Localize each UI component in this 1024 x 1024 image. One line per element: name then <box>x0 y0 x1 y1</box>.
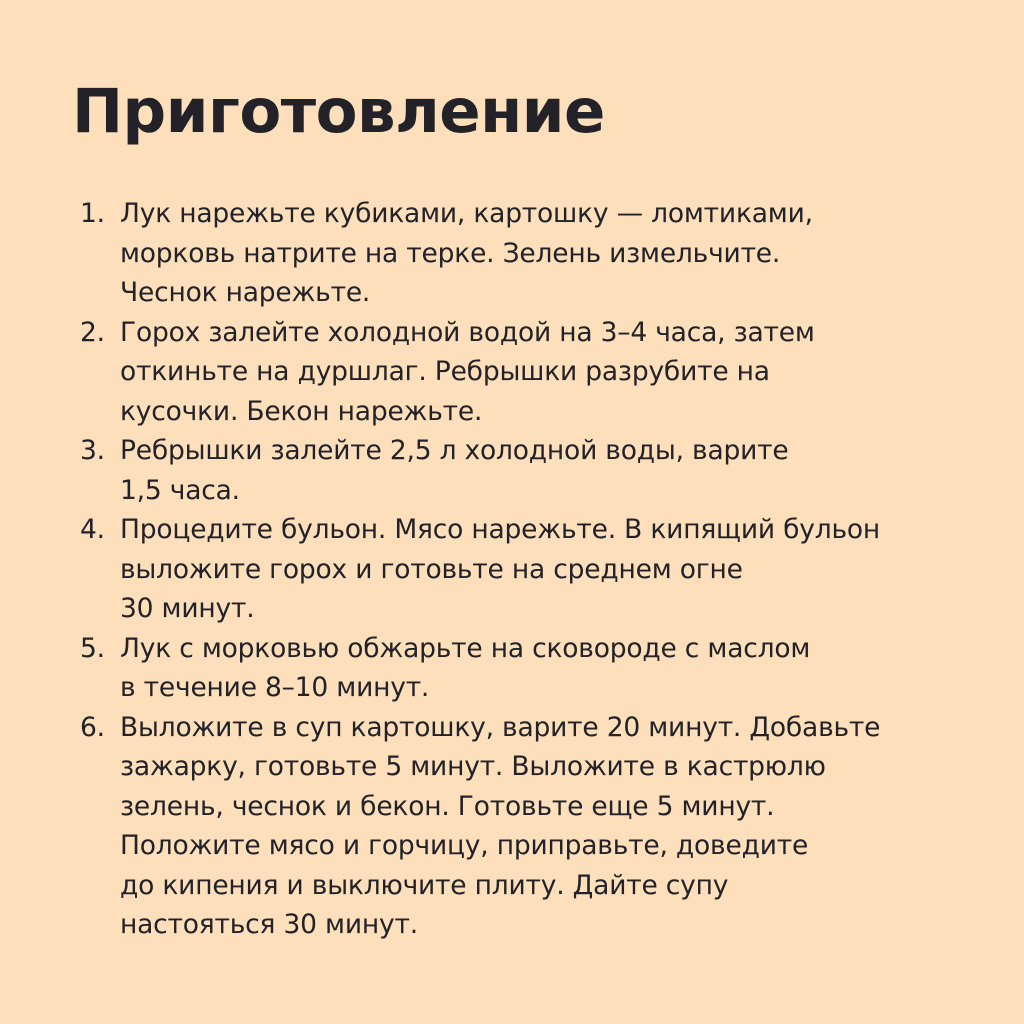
step-5 <box>80 629 970 708</box>
step-text-line: выложите горох и готовьте на среднем огне <box>120 553 743 585</box>
step-6 <box>80 708 970 945</box>
step-text-line: зажарку, готовьте 5 минут. Выложите в кастрюлю <box>120 751 826 782</box>
step-text-line: 1,5 часа. <box>120 474 240 506</box>
step-number: 3. <box>80 435 105 466</box>
page-title: Приготовление <box>72 76 605 147</box>
step-text-line: Положите мясо и горчицу, приправьте, доведите <box>120 830 809 861</box>
step-text-line: Выложите в суп картошку, варите 20 минут. Добавьте <box>120 711 881 743</box>
step-3 <box>80 431 970 510</box>
step-text-line: Процедите бульон. Мясо нарежьте. В кипящий бульон <box>120 514 881 545</box>
step-text-line: Ребрышки залейте 2,5 л холодной воды, варите <box>120 435 789 466</box>
step-text-line: Лук с морковью обжарьте на сковороде с маслом <box>120 632 811 664</box>
step-number: 6. <box>80 711 105 743</box>
step-text-line: 30 минут. <box>120 593 255 624</box>
step-text-line: Горох залейте холодной водой на 3–4 часа, затем <box>120 316 815 348</box>
step-text-line: морковь натрите на терке. Зелень измельчите. <box>120 237 781 269</box>
step-text-line: зелень, чеснок и бекон. Готовьте еще 5 минут. <box>120 790 775 822</box>
step-number: 2. <box>80 316 105 348</box>
step-text-line: откиньте на дуршлаг. Ребрышки разрубите на <box>120 356 770 387</box>
step-number: 1. <box>80 198 105 229</box>
step-text-line: Лук нарежьте кубиками, картошку — ломтиками, <box>120 198 813 229</box>
step-text-line: Чеснок нарежьте. <box>120 277 371 308</box>
step-text-line: в течение 8–10 минут. <box>120 672 430 703</box>
step-number: 5. <box>80 632 105 664</box>
step-text-line: кусочки. Бекон нарежьте. <box>120 395 483 427</box>
step-4 <box>80 510 970 629</box>
step-text-line: настояться 30 минут. <box>120 909 418 940</box>
step-2 <box>80 313 970 432</box>
step-number: 4. <box>80 514 105 545</box>
step-1 <box>80 194 970 313</box>
steps-list <box>80 194 970 945</box>
step-text-line: до кипения и выключите плиту. Дайте супу <box>120 869 729 901</box>
